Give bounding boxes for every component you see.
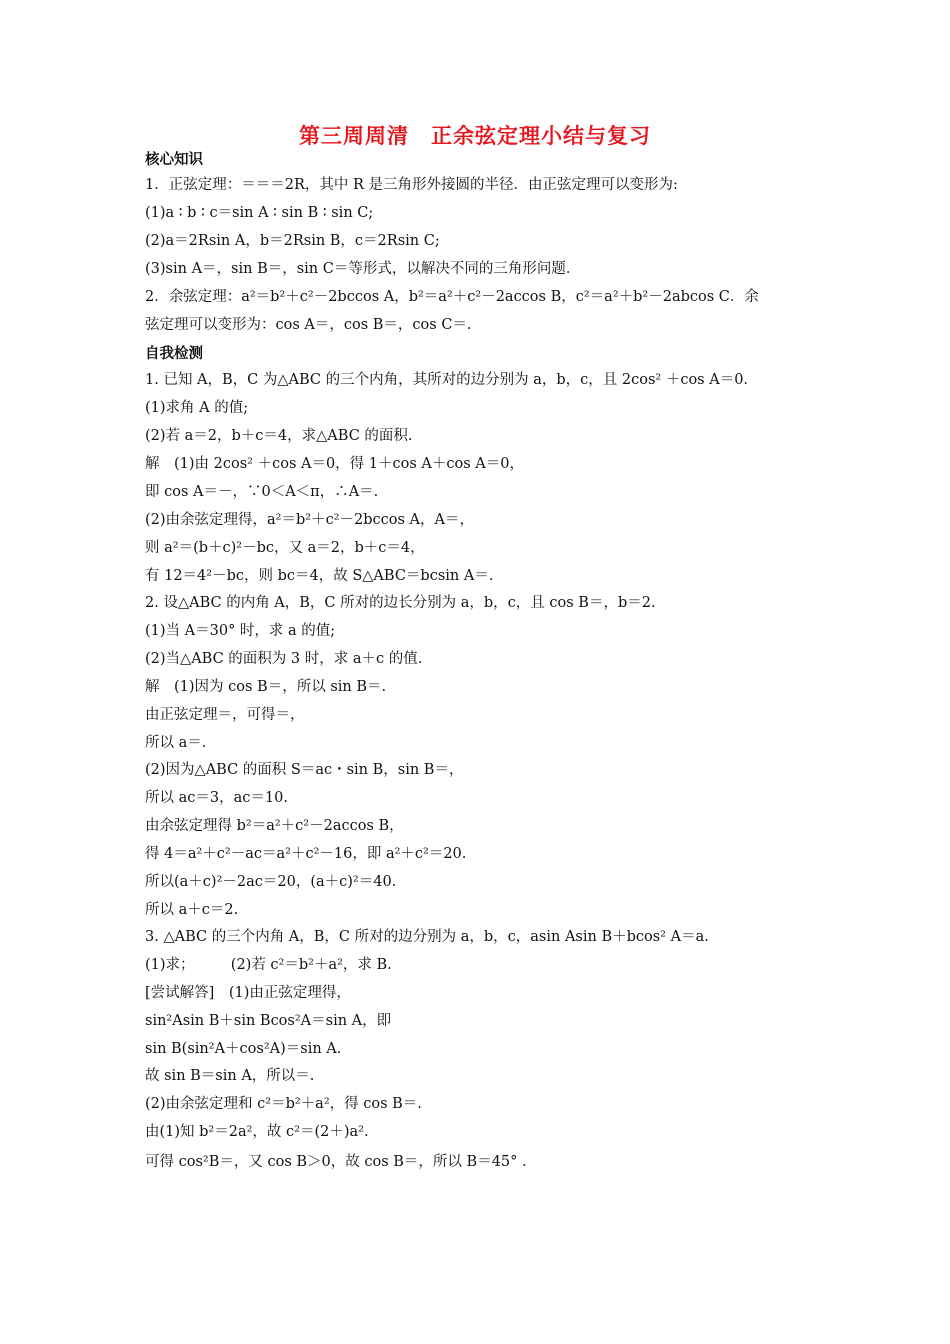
text-line: 由余弦定理得 b²＝a²＋c²－2accos B， bbox=[145, 818, 404, 834]
text-line: 得 4＝a²＋c²－ac＝a²＋c²－16，即 a²＋c²＝20. bbox=[145, 846, 467, 862]
text-line: 1．正弦定理：＝＝＝2R，其中 R 是三角形外接圆的半径．由正弦定理可以变形为: bbox=[145, 177, 678, 193]
text-line: (2)由余弦定理得，a²＝b²＋c²－2bccos A，A＝， bbox=[145, 512, 474, 528]
text-line: (2)由余弦定理和 c²＝b²＋a²，得 cos B＝. bbox=[145, 1096, 422, 1112]
text-line: (2)因为△ABC 的面积 S＝ac・sin B，sin B＝， bbox=[145, 762, 464, 778]
text-line: (3)sin A＝，sin B＝，sin C＝等形式，以解决不同的三角形问题． bbox=[145, 261, 581, 277]
text-line: 即 cos A＝－，∵0＜A＜π，∴A＝. bbox=[145, 484, 379, 500]
text-line: 弦定理可以变形为：cos A＝，cos B＝，cos C＝. bbox=[145, 317, 472, 333]
section-heading-core-knowledge: 核心知识 bbox=[145, 152, 203, 168]
text-line: (2)当△ABC 的面积为 3 时，求 a＋c 的值. bbox=[145, 651, 423, 667]
text-line: (1)当 A＝30° 时，求 a 的值; bbox=[145, 623, 336, 639]
text-line: [尝试解答] (1)由正弦定理得， bbox=[145, 985, 351, 1001]
text-line: 2. 设△ABC 的内角 A，B，C 所对的边长分别为 a，b，c，且 cos B＝，b＝2. bbox=[145, 595, 656, 611]
text-line: 解 (1)由 2cos² ＋cos A＝0，得 1＋cos A＋cos A＝0， bbox=[145, 456, 524, 472]
page-title: 第三周周清 正余弦定理小结与复习 bbox=[299, 124, 651, 148]
text-line: 所以 a＋c＝2. bbox=[145, 902, 239, 918]
text-line: (1)求角 A 的值; bbox=[145, 400, 249, 416]
text-line: 则 a²＝(b＋c)²－bc，又 a＝2，b＋c＝4， bbox=[145, 540, 425, 556]
text-line: 故 sin B＝sin A，所以＝. bbox=[145, 1068, 315, 1084]
text-line: 解 (1)因为 cos B＝，所以 sin B＝. bbox=[145, 679, 387, 695]
text-line: (2)若 a＝2，b＋c＝4，求△ABC 的面积. bbox=[145, 428, 413, 444]
text-line: (1)求； (2)若 c²＝b²＋a²，求 B. bbox=[145, 957, 392, 973]
text-line: 所以(a＋c)²－2ac＝20，(a＋c)²＝40. bbox=[145, 874, 397, 890]
text-line: 可得 cos²B＝，又 cos B＞0，故 cos B＝，所以 B＝45° . bbox=[145, 1154, 527, 1170]
text-line: (1)a ∶ b ∶ c＝sin A ∶ sin B ∶ sin C; bbox=[145, 205, 374, 221]
text-line: 2．余弦定理：a²＝b²＋c²－2bccos A，b²＝a²＋c²－2accos B，c²＝a²＋b²－2abcos C．余 bbox=[145, 289, 759, 305]
text-line: sin B(sin²A＋cos²A)＝sin A. bbox=[145, 1041, 342, 1057]
section-heading-self-check: 自我检测 bbox=[145, 346, 203, 362]
text-line: sin²Asin B＋sin Bcos²A＝sin A，即 bbox=[145, 1013, 392, 1029]
text-line: 由(1)知 b²＝2a²，故 c²＝(2＋)a². bbox=[145, 1124, 369, 1140]
text-line: (2)a＝2Rsin A，b＝2Rsin B，c＝2Rsin C; bbox=[145, 233, 440, 249]
text-line: 所以 ac＝3，ac＝10. bbox=[145, 790, 288, 806]
text-line: 由正弦定理＝，可得＝， bbox=[145, 707, 305, 723]
text-line: 3. △ABC 的三个内角 A，B，C 所对的边分别为 a，b，c，asin Asin B＋bcos² A＝a. bbox=[145, 929, 709, 945]
text-line: 1. 已知 A，B，C 为△ABC 的三个内角，其所对的边分别为 a，b，c，且 2cos² ＋cos A＝0. bbox=[145, 372, 749, 388]
text-line: 所以 a＝. bbox=[145, 735, 207, 751]
text-line: 有 12＝4²－bc，则 bc＝4，故 S△ABC＝bcsin A＝. bbox=[145, 568, 494, 584]
